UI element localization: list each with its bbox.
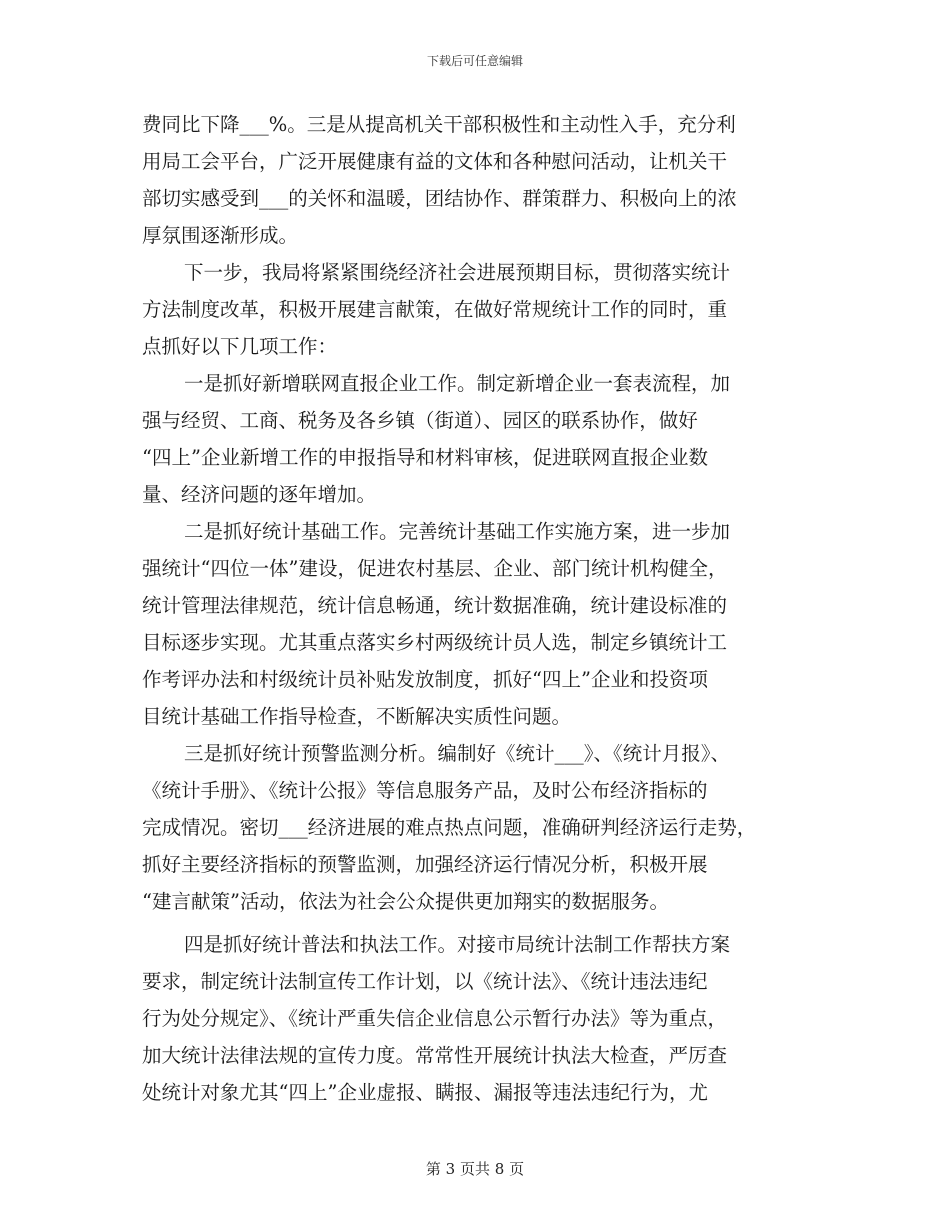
page-number: 第 3 页共 8 页 (425, 1160, 525, 1178)
text-line: “建言献策”活动，依法为社会公众提供更加翔实的数据服务。 (142, 890, 669, 913)
paragraph-start-line: 四是抓好统计普法和执法工作。对接市局统计法制工作帮扶方案 (184, 933, 731, 956)
text-line: 目标逐步实现。尤其重点落实乡村两级统计员人选，制定乡镇统计工 (142, 631, 728, 654)
text-line: 统计管理法律规范，统计信息畅通，统计数据准确，统计建设标准的 (142, 594, 728, 617)
text-line: “四上”企业新增工作的申报指导和材料审核，促进联网直报企业数 (142, 446, 708, 469)
text-line: 《统计手册》、《统计公报》等信息服务产品，及时公布经济指标的 (142, 779, 708, 802)
text-line: 强统计“四位一体”建设，促进农村基层、企业、部门统计机构健全， (142, 557, 728, 580)
text-line: 完成情况。密切___经济进展的难点热点问题，准确研判经济运行走势， (142, 816, 757, 839)
text-line: 抓好主要经济指标的预警监测，加强经济运行情况分析，积极开展 (142, 853, 708, 876)
text-line: 处统计对象尤其“四上”企业虚报、瞒报、漏报等违法违纪行为，尤 (142, 1081, 708, 1104)
text-line: 行为处分规定》、《统计严重失信企业信息公示暂行办法》等为重点， (142, 1007, 728, 1030)
text-line: 加大统计法律法规的宣传力度。常常性开展统计执法大检查，严厉查 (142, 1044, 728, 1067)
text-line: 量、经济问题的逐年增加。 (142, 483, 377, 506)
text-line: 方法制度改革，积极开展建言献策，在做好常规统计工作的同时，重 (142, 298, 728, 321)
text-line: 强与经贸、工商、税务及各乡镇（街道）、园区的联系协作，做好 (142, 409, 698, 432)
paragraph-start-line: 三是抓好统计预警监测分析。编制好《统计___》、《统计月报》、 (184, 742, 731, 765)
paragraph-start-line: 一是抓好新增联网直报企业工作。制定新增企业一套表流程，加 (184, 372, 731, 395)
paragraph-start-line: 下一步，我局将紧紧围绕经济社会进展预期目标，贯彻落实统计 (184, 261, 731, 284)
text-line: 厚氛围逐渐形成。 (142, 224, 299, 247)
text-line: 目统计基础工作指导检查，不断解决实质性问题。 (142, 705, 572, 728)
text-line: 点抓好以下几项工作： (142, 335, 338, 358)
text-line: 用局工会平台，广泛开展健康有益的文体和各种慰问活动，让机关干 (142, 150, 728, 173)
page-header: 下载后可任意编辑 (426, 54, 523, 68)
paragraph-start-line: 二是抓好统计基础工作。完善统计基础工作实施方案，进一步加 (184, 520, 731, 543)
text-line: 作考评办法和村级统计员补贴发放制度，抓好“四上”企业和投资项 (142, 668, 708, 691)
text-line: 费同比下降___%。三是从提高机关干部积极性和主动性入手，充分利 (142, 113, 736, 136)
document-body (142, 106, 812, 1111)
text-line: 部切实感受到___的关怀和温暖，团结协作、群策群力、积极向上的浓 (142, 187, 737, 210)
text-line: 要求，制定统计法制宣传工作计划，以《统计法》、《统计违法违纪 (142, 970, 708, 993)
